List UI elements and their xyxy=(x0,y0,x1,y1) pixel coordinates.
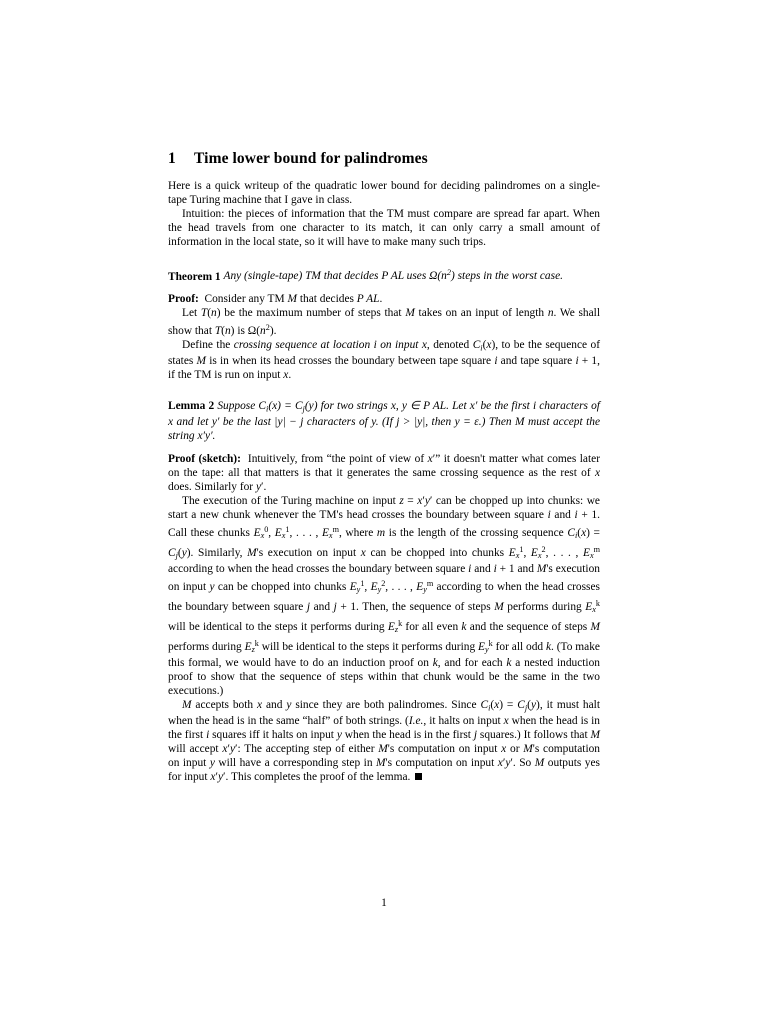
page-number: 1 xyxy=(381,897,387,909)
proof-sketch-line-1: Proof (sketch): Intuitively, from “the point of view of x′” it doesn't matter what comes later on the tape: all that matters is that it generates the same crossing sequence as the rest of x does. Similarly for y′. xyxy=(168,453,600,493)
section-title-text: Time lower bound for palindromes xyxy=(194,150,428,167)
qed-square xyxy=(415,773,422,780)
lemma-2 xyxy=(168,400,600,444)
paragraph-intro-1: Here is a quick writeup of the quadratic lower bound for deciding palindromes on a single-tape Turing machine that I gave in class. xyxy=(168,180,600,206)
proof-line-2: Let T(n) be the maximum number of steps that M takes on an input of length n. We shall show that T(n) is $\Omega(n^2)$. xyxy=(168,307,601,338)
theorem-1 xyxy=(168,267,600,285)
proof-sketch-block xyxy=(168,453,600,785)
proof-block xyxy=(168,293,600,383)
proof-label: Proof: xyxy=(168,293,199,306)
page-title xyxy=(168,150,600,168)
document-body xyxy=(168,150,600,785)
theorem-1-statement: Any (single-tape) TM that decides P AL uses $\Omega(n^2)$ steps in the worst case. xyxy=(223,268,563,283)
proof-sketch-label: Proof (sketch): xyxy=(168,453,241,466)
proof-sketch-line-3: M accepts both x and y since they are both palindromes. Since $C_i(x) = C_j(y)$, it must halt when the head is in the same “half” of both strings. (I.e., it halts on input x when the head is in the first i squares iff it halts on input y when the head is in the first j squares.) It follows that M will accept x′y′: The accepting step of either M's computation on input x or M's computation on input y will have a corresponding step in M's computation on input x′y′. So M outputs yes for input x′y′. This completes the proof of the lemma. xyxy=(168,699,601,783)
proof-line-1: Proof: Consider any TM M that decides P AL. xyxy=(168,293,383,306)
lemma-2-label: Lemma 2 xyxy=(168,400,215,413)
proof-sketch-line-2: The execution of the Turing machine on input z = x′y′ can be chopped up into chunks: we start a new chunk whenever the TM's head crosses the boundary between square i and i + 1. Call these chunks $E_x^0$, $E_x^1$, . . . , $E_x^m$, where m is the length of the crossing sequence $C_i(x) = C_j(y)$. Similarly, M's execution on input x can be chopped into chunks $E_x^1$, $E_x^2$, . . . , $E_x^m$ according to when the head crosses the boundary between square i and i + 1 and M's execution on input y can be chopped into chunks $E_y^1$, $E_y^2$, . . . , $E_y^m$ according to when the head crosses the boundary between square j and j + 1. Then, the sequence of steps M performs during $E_x^k$ will be identical to the steps it performs during $E_z^k$ for all even k and the sequence of steps M performs during $E_z^k$ will be identical to the steps it performs during $E_y^k$ for all odd k. (To make this formal, we would have to do an induction proof on k, and for each k a nested induction proof to show that the sequence of steps within that chunk would be the same in the two executions.) xyxy=(168,494,600,698)
lemma-2-statement: Suppose $C_i(x) = C_j(y)$ for two strings x, y ∈ P AL. Let x′ be the first i characters of x and let y′ be the last |y| − j characters of y. (If j > |y|, then y = ε.) Then M must accept the string x′y′. xyxy=(168,400,601,443)
section-number: 1 xyxy=(168,150,176,167)
theorem-1-label: Theorem 1 xyxy=(168,270,221,283)
paragraph-intro-2: Intuition: the pieces of information that the TM must compare are spread far apart. When the head travels from one character to its match, it can only carry a small amount of information in the local state, so it will have to make many such trips. xyxy=(168,207,600,248)
proof-line-3: Define the crossing sequence at location i on input x, denoted $C_i(x)$, to be the sequence of states M is in when its head crosses the boundary between tape square i and tape square i + 1, if the TM is run on input x. xyxy=(168,339,600,382)
